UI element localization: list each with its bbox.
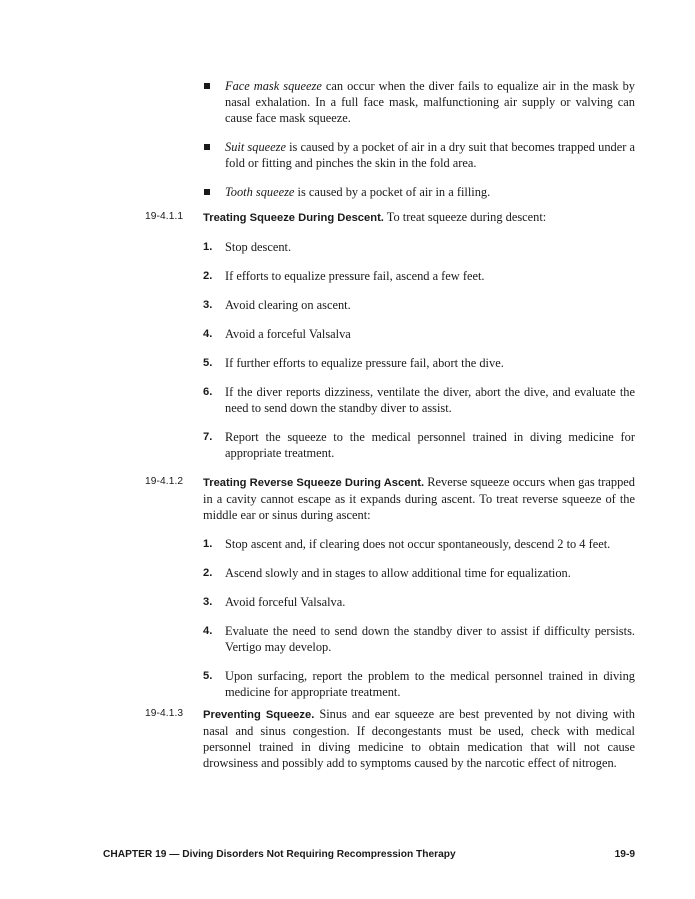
section-number: 19-4.1.3 bbox=[145, 708, 184, 719]
section-text: To treat squeeze during descent: bbox=[383, 210, 547, 224]
bullet-marker bbox=[204, 189, 210, 195]
section-preventing-squeeze bbox=[145, 706, 635, 771]
section-text: Reverse squeeze occurs when gas trapped in a cavity cannot escape as it expands during ascent. To treat reverse squeeze of the middle ear or sinus during ascent: bbox=[203, 475, 636, 522]
step-text: If the diver reports dizziness, ventilate the diver, abort the dive, and evaluate the need to send down the standby diver to assist. bbox=[225, 385, 635, 415]
step-text: Avoid forceful Valsalva. bbox=[225, 595, 346, 609]
step-item bbox=[203, 594, 635, 610]
section-paragraph bbox=[203, 474, 635, 523]
ascent-steps-list bbox=[203, 536, 635, 700]
step-text: Report the squeeze to the medical personnel trained in diving medicine for appropriate treatment. bbox=[225, 430, 635, 460]
step-text: Stop ascent and, if clearing does not occur spontaneously, descend 2 to 4 feet. bbox=[225, 537, 611, 551]
page-footer bbox=[103, 847, 635, 863]
step-number: 6. bbox=[203, 386, 213, 398]
step-item bbox=[203, 239, 635, 255]
step-text: Upon surfacing, report the problem to the medical personnel trained in diving medicine for appropriate treatment. bbox=[225, 669, 635, 699]
bullet-marker bbox=[204, 144, 210, 150]
step-number: 4. bbox=[203, 328, 213, 340]
step-number: 3. bbox=[203, 299, 213, 311]
step-item bbox=[203, 429, 635, 461]
bullet-term: Suit squeeze bbox=[225, 140, 286, 154]
step-number: 5. bbox=[203, 670, 213, 682]
section-heading: Preventing Squeeze. bbox=[203, 709, 315, 721]
section-number: 19-4.1.1 bbox=[145, 211, 184, 222]
step-number: 2. bbox=[203, 567, 213, 579]
step-text: Ascend slowly and in stages to allow additional time for equalization. bbox=[225, 566, 571, 580]
section-paragraph bbox=[203, 706, 635, 771]
step-number: 1. bbox=[203, 241, 213, 253]
step-item bbox=[203, 297, 635, 313]
footer-chapter-title: CHAPTER 19 — Diving Disorders Not Requiring Recompression Therapy bbox=[103, 849, 456, 860]
footer-page-number: 19-9 bbox=[614, 849, 635, 860]
step-number: 4. bbox=[203, 625, 213, 637]
step-number: 3. bbox=[203, 596, 213, 608]
section-heading: Treating Squeeze During Descent. bbox=[203, 212, 384, 224]
step-number: 1. bbox=[203, 538, 213, 550]
bullet-text: is caused by a pocket of air in a dry suit that becomes trapped under a fold or fitting and pinches the skin in the fold area. bbox=[225, 140, 635, 170]
bullet-marker bbox=[204, 83, 210, 89]
step-item bbox=[203, 536, 635, 552]
squeeze-bullet-list bbox=[203, 78, 635, 213]
step-text: Avoid clearing on ascent. bbox=[225, 298, 351, 312]
step-item bbox=[203, 384, 635, 416]
bullet-item bbox=[203, 139, 635, 171]
bullet-item bbox=[203, 78, 635, 126]
step-item bbox=[203, 565, 635, 581]
bullet-term: Face mask squeeze bbox=[225, 79, 322, 93]
bullet-text: can occur when the diver fails to equalize air in the mask by nasal exhalation. In a full face mask, malfunctioning air supply or valving can cause face mask squeeze. bbox=[225, 79, 635, 125]
step-number: 7. bbox=[203, 431, 213, 443]
step-item bbox=[203, 355, 635, 371]
step-item bbox=[203, 668, 635, 700]
step-number: 2. bbox=[203, 270, 213, 282]
bullet-text: is caused by a pocket of air in a filling. bbox=[294, 185, 491, 199]
section-heading: Treating Reverse Squeeze During Ascent. bbox=[203, 477, 425, 489]
bullet-term: Tooth squeeze bbox=[225, 185, 295, 199]
descent-steps-list bbox=[203, 239, 635, 461]
section-treating-reverse-squeeze-ascent bbox=[145, 474, 635, 713]
step-item bbox=[203, 623, 635, 655]
step-text: Avoid a forceful Valsalva bbox=[225, 327, 351, 341]
step-text: Stop descent. bbox=[225, 240, 292, 254]
step-text: If efforts to equalize pressure fail, ascend a few feet. bbox=[225, 269, 485, 283]
section-treating-squeeze-descent bbox=[145, 209, 635, 474]
section-paragraph bbox=[203, 209, 635, 226]
bullet-item bbox=[203, 184, 635, 200]
step-item bbox=[203, 326, 635, 342]
section-text: Sinus and ear squeeze are best prevented by not diving with nasal and sinus congestion. If decongestants must be used, check with medical personnel trained in diving medicine to obtain medication that will not cause drowsiness and possibly add to symptoms caused by the narcotic effect of nitrogen. bbox=[203, 707, 635, 770]
step-number: 5. bbox=[203, 357, 213, 369]
section-number: 19-4.1.2 bbox=[145, 476, 184, 487]
step-text: Evaluate the need to send down the standby diver to assist if difficulty persists. Vertigo may develop. bbox=[225, 624, 635, 654]
step-item bbox=[203, 268, 635, 284]
step-text: If further efforts to equalize pressure fail, abort the dive. bbox=[225, 356, 504, 370]
